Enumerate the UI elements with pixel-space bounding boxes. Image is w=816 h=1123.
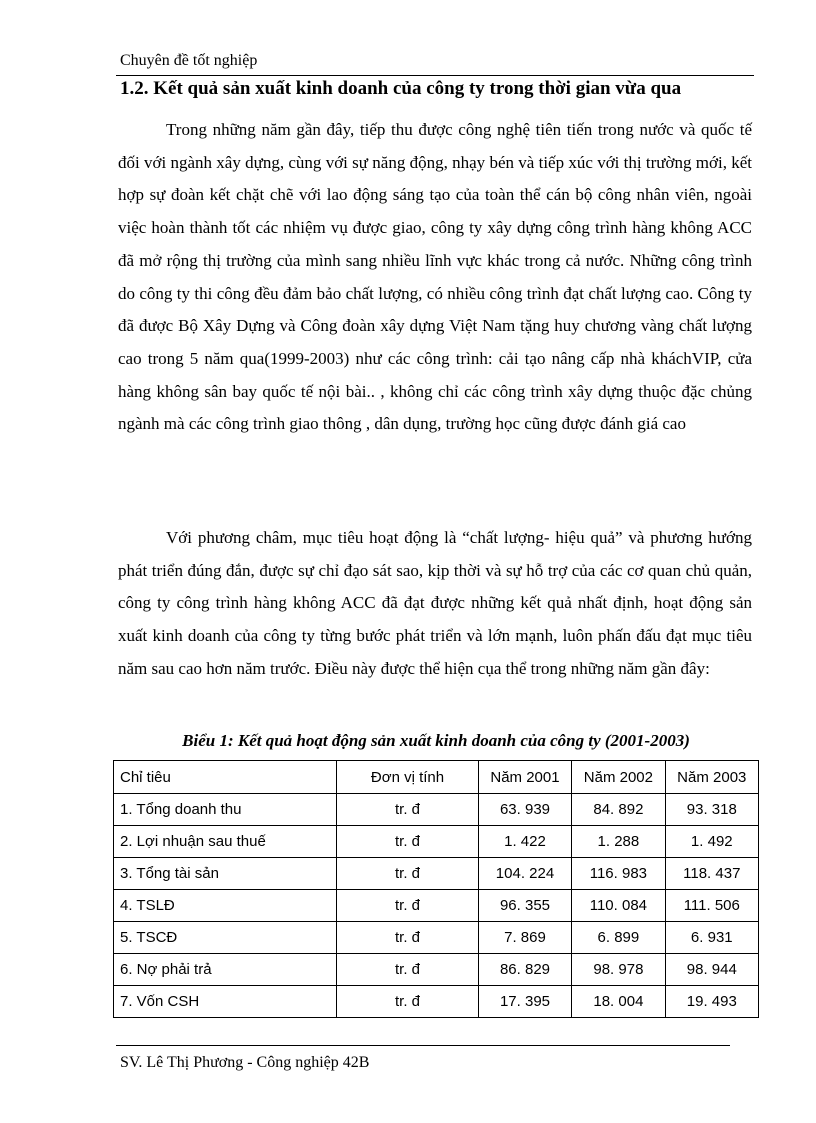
row-label: 5. TSCĐ	[114, 922, 337, 954]
header-cell-2002: Năm 2002	[572, 761, 665, 794]
table-row	[114, 922, 759, 954]
row-value-2002: 98. 978	[572, 954, 665, 986]
table-row	[114, 826, 759, 858]
table-row	[114, 986, 759, 1018]
header-rule	[116, 75, 754, 76]
row-unit: tr. đ	[337, 826, 479, 858]
header-cell-2003: Năm 2003	[665, 761, 758, 794]
row-value-2003: 6. 931	[665, 922, 758, 954]
header-cell-indicator: Chỉ tiêu	[114, 761, 337, 794]
body-section-2	[118, 522, 752, 686]
paragraph-1: Trong những năm gần đây, tiếp thu được công nghệ tiên tiến trong nước và quốc tế đối với ngành xây dựng, cùng với sự năng động, nhạy bén và tiếp xúc với thị trường mới, kết hợp sự đoàn kết chặt chẽ với lao động sáng tạo của toàn thể cán bộ công nhân viên, ngoài việc hoàn thành tốt các nhiệm vụ được giao, công ty xây dựng công trình hàng không ACC đã mở rộng thị trường của mình sang nhiều lĩnh vực khác trong cả nước. Những công trình do công ty thi công đều đảm bảo chất lượng, có nhiều công trình đạt chất lượng cao. Công ty đã được Bộ Xây Dựng và Công đoàn xây dựng Việt Nam tặng huy chương vàng chất lượng cao trong 5 năm qua(1999-2003) như các công trình: cải tạo nâng cấp nhà kháchVIP, cửa hàng không sân bay quốc tế nội bài.. , không chỉ các công trình xây dựng thuộc đặc chủng ngành mà các công trình giao thông , dân dụng, trường học cũng được đánh giá cao	[118, 120, 752, 434]
row-value-2001: 7. 869	[478, 922, 571, 954]
row-unit: tr. đ	[337, 858, 479, 890]
row-value-2001: 17. 395	[478, 986, 571, 1018]
table-row	[114, 794, 759, 826]
row-unit: tr. đ	[337, 954, 479, 986]
paragraph-2: Với phương châm, mục tiêu hoạt động là “chất lượng- hiệu quả” và phương hướng phát triển đúng đắn, được sự chỉ đạo sát sao, kịp thời và sự hỗ trợ của các cơ quan chủ quản, công ty công trình hàng không ACC đã đạt được những kết quả nhất định, hoạt động sản xuất kinh doanh của công ty từng bước phát triển và lớn mạnh, luôn phấn đấu đạt mục tiêu năm sau cao hơn năm trước. Điều này được thể hiện cụa thể trong những năm gần đây:	[118, 528, 752, 678]
row-label: 3. Tổng tài sản	[114, 858, 337, 890]
row-value-2003: 118. 437	[665, 858, 758, 890]
table-row	[114, 858, 759, 890]
row-value-2003: 1. 492	[665, 826, 758, 858]
row-value-2002: 6. 899	[572, 922, 665, 954]
row-value-2003: 93. 318	[665, 794, 758, 826]
footer-rule	[116, 1045, 730, 1046]
section-title: 1.2. Kết quả sản xuất kinh doanh của công ty trong thời gian vừa qua	[120, 78, 682, 99]
page-footer: SV. Lê Thị Phương - Công nghiệp 42B	[120, 1054, 370, 1071]
row-value-2002: 110. 084	[572, 890, 665, 922]
row-value-2003: 19. 493	[665, 986, 758, 1018]
row-label: 4. TSLĐ	[114, 890, 337, 922]
row-value-2001: 96. 355	[478, 890, 571, 922]
body-section-1	[118, 114, 752, 441]
row-value-2001: 104. 224	[478, 858, 571, 890]
header-cell-2001: Năm 2001	[478, 761, 571, 794]
table-header-row	[114, 761, 759, 794]
row-label: 6. Nợ phải trả	[114, 954, 337, 986]
row-label: 2. Lợi nhuận sau thuế	[114, 826, 337, 858]
row-label: 1. Tổng doanh thu	[114, 794, 337, 826]
results-table	[113, 760, 759, 1018]
row-unit: tr. đ	[337, 922, 479, 954]
row-unit: tr. đ	[337, 890, 479, 922]
header-cell-unit: Đơn vị tính	[337, 761, 479, 794]
row-value-2001: 63. 939	[478, 794, 571, 826]
table-row	[114, 890, 759, 922]
table-caption: Biểu 1: Kết quả hoạt động sản xuất kinh doanh của công ty (2001-2003)	[182, 731, 690, 750]
row-value-2002: 1. 288	[572, 826, 665, 858]
row-value-2003: 98. 944	[665, 954, 758, 986]
row-value-2002: 18. 004	[572, 986, 665, 1018]
row-value-2003: 111. 506	[665, 890, 758, 922]
row-unit: tr. đ	[337, 986, 479, 1018]
table-row	[114, 954, 759, 986]
page-header: Chuyên đề tốt nghiệp	[120, 52, 258, 69]
row-unit: tr. đ	[337, 794, 479, 826]
row-value-2002: 84. 892	[572, 794, 665, 826]
row-value-2001: 1. 422	[478, 826, 571, 858]
row-value-2002: 116. 983	[572, 858, 665, 890]
row-value-2001: 86. 829	[478, 954, 571, 986]
row-label: 7. Vốn CSH	[114, 986, 337, 1018]
